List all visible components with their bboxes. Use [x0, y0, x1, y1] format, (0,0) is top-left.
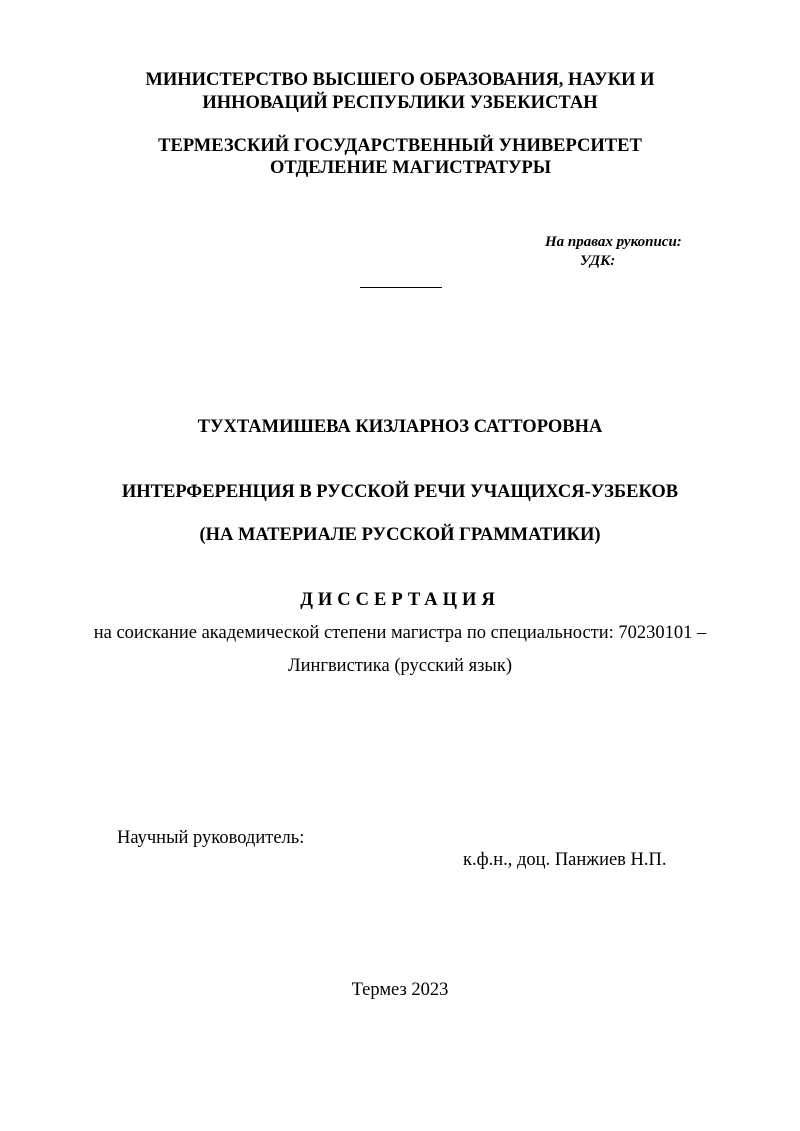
- work-type-desc-line-1: на соискание академической степени магистра по специальности: 70230101 –: [93, 623, 707, 643]
- city-year: Термез 2023: [351, 980, 449, 1000]
- topic-line-2: (НА МАТЕРИАЛЕ РУССКОЙ ГРАММАТИКИ): [199, 525, 601, 545]
- author-name: ТУХТАМИШЕВА КИЗЛАРНОЗ САТТОРОВНА: [197, 417, 603, 437]
- udk-underline: [360, 287, 442, 288]
- supervisor-label: Научный руководитель:: [117, 828, 305, 848]
- work-type-desc-line-2: Лингвистика (русский язык): [288, 656, 512, 676]
- ministry-line-1: МИНИСТЕРСТВО ВЫСШЕГО ОБРАЗОВАНИЯ, НАУКИ И: [145, 70, 655, 90]
- manuscript-rights: На правах рукописи:: [545, 234, 682, 250]
- work-type-label: ДИССЕРТАЦИЯ: [300, 590, 500, 610]
- university-name: ТЕРМЕЗСКИЙ ГОСУДАРСТВЕННЫЙ УНИВЕРСИТЕТ: [158, 136, 642, 156]
- supervisor-name: к.ф.н., доц. Панжиев Н.П.: [463, 850, 667, 870]
- department-name: ОТДЕЛЕНИЕ МАГИСТРАТУРЫ: [270, 158, 551, 178]
- udk-label: УДК:: [580, 253, 616, 269]
- topic-line-1: ИНТЕРФЕРЕНЦИЯ В РУССКОЙ РЕЧИ УЧАЩИХСЯ-УЗБЕКОВ: [121, 482, 679, 502]
- ministry-line-2: ИННОВАЦИЙ РЕСПУБЛИКИ УЗБЕКИСТАН: [202, 93, 598, 113]
